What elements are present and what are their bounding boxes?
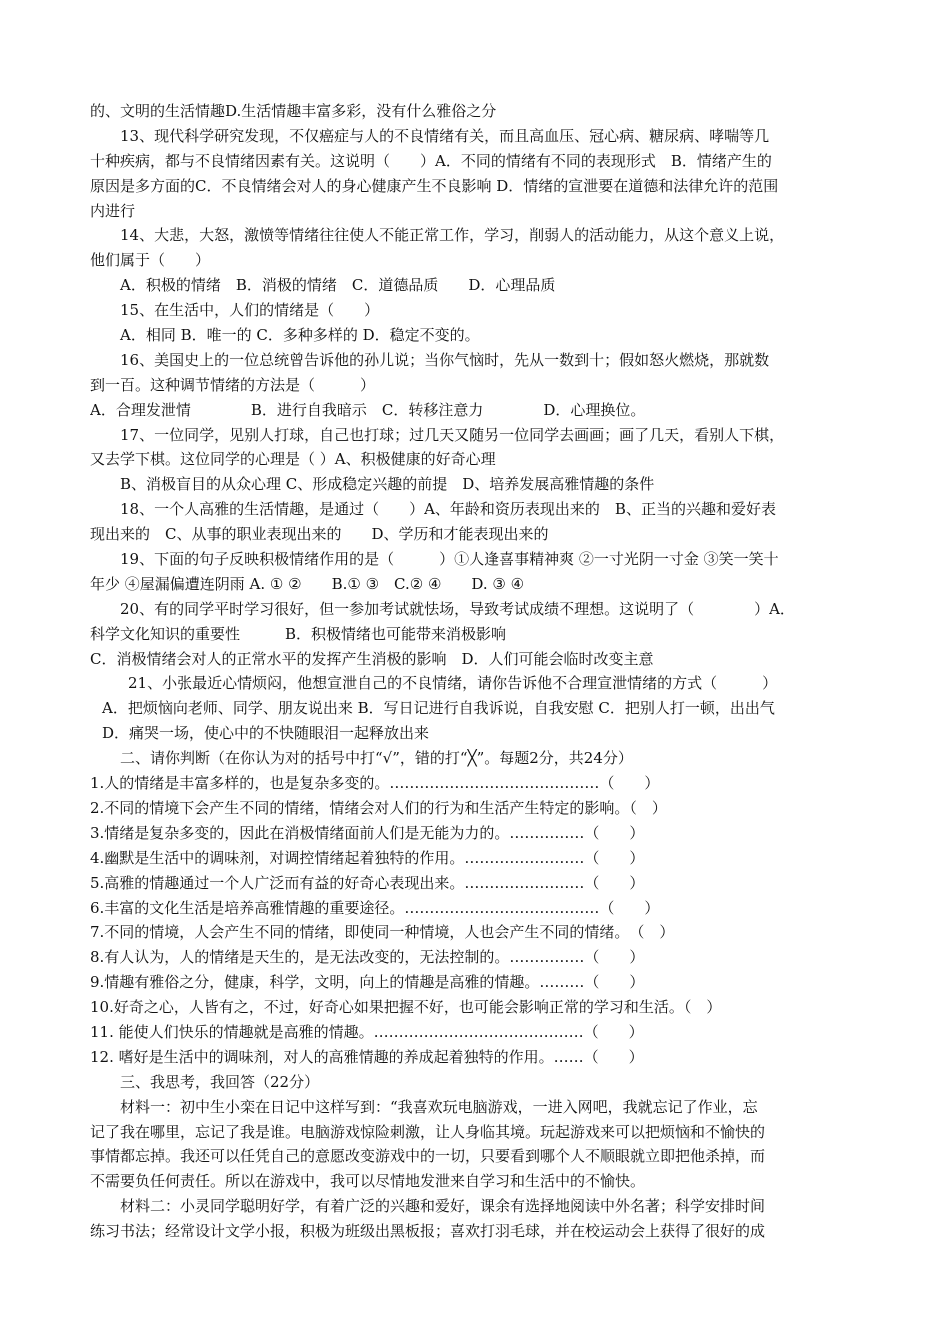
text-line: 7.不同的情境，人会产生不同的情绪，即使同一种情境，人也会产生不同的情绪。 （ ） bbox=[90, 923, 675, 942]
text-line: 原因是多方面的C．不良情绪会对人的身心健康产生不良影响 D．情绪的宣泄要在道德和法律允许的范围 bbox=[90, 176, 779, 195]
text-line: 材料二：小灵同学聪明好学，有着广泛的兴趣和爱好，课余有选择地阅读中外名著；科学安排时间 bbox=[120, 1197, 766, 1216]
text-line: 年少 ④屋漏偏遭连阴雨 A. ① ② B.① ③ C.② ④ D. ③ ④ bbox=[90, 574, 525, 593]
text-line: 事情都忘掉。我还可以任凭自己的意愿改变游戏中的一切，只要看到哪个人不顺眼就立即把他杀掉，而 bbox=[90, 1147, 766, 1166]
text-line: 14、大悲，大怒，激愤等情绪往往使人不能正常工作，学习，削弱人的活动能力，从这个意义上说， bbox=[120, 226, 785, 245]
text-line: 二、请你判断（在你认为对的括号中打“√”，错的打“╳”。每题2分，共24分） bbox=[120, 749, 633, 768]
text-line: 他们属于（ ） bbox=[90, 251, 211, 270]
text-line: 练习书法；经常设计文学小报，积极为班级出黑板报；喜欢打羽毛球，并在校运动会上获得了很好的成 bbox=[90, 1222, 766, 1241]
text-line: 材料一：初中生小栾在日记中这样写到：“我喜欢玩电脑游戏，一进入网吧，我就忘记了作业，忘 bbox=[120, 1097, 758, 1116]
exam-page bbox=[90, 99, 870, 1244]
text-line: 又去学下棋。这位同学的心理是（ ）A、积极健康的好奇心理 bbox=[90, 450, 496, 469]
text-line: A．把烦恼向老师、同学、朋友说出来 B．写日记进行自我诉说，自我安慰 C．把别人打一顿，出出气 bbox=[102, 699, 775, 718]
text-line: 10.好奇之心，人皆有之，不过，好奇心如果把握不好，也可能会影响正常的学习和生活。（ ） bbox=[90, 998, 722, 1017]
text-line: 1.人的情绪是丰富多样的，也是复杂多变的。……………………………………（ ） bbox=[90, 774, 660, 793]
text-line: 的、文明的生活情趣D.生活情趣丰富多彩，没有什么雅俗之分 bbox=[90, 102, 497, 120]
text-line: 8.有人认为，人的情绪是天生的，是无法改变的，无法控制的。……………（ ） bbox=[90, 948, 645, 967]
text-line: 16、美国史上的一位总统曾告诉他的孙儿说；当你气恼时，先从一数到十；假如怒火燃烧，那就数 bbox=[120, 350, 770, 369]
text-line: 到一百。这种调节情绪的方法是（ ） bbox=[90, 375, 376, 394]
text-line: C．消极情绪会对人的正常水平的发挥产生消极的影响 D．人们可能会临时改变主意 bbox=[90, 649, 654, 668]
text-line: A．合理发泄情 B．进行自我暗示 C．转移注意力 D．心理换位。 bbox=[90, 400, 646, 419]
text-line: 3.情绪是复杂多变的，因此在消极情绪面前人们是无能为力的。……………（ ） bbox=[90, 823, 645, 842]
text-line: D．痛哭一场，使心中的不快随眼泪一起释放出来 bbox=[102, 724, 430, 743]
text-line: 科学文化知识的重要性 B．积极情绪也可能带来消极影响 bbox=[90, 624, 507, 643]
text-line: 9.情趣有雅俗之分，健康，科学，文明，向上的情趣是高雅的情趣。………（ ） bbox=[90, 973, 645, 992]
text-line: 19、下面的句子反映积极情绪作用的是（ ）①人逢喜事精神爽 ②一寸光阴一寸金 ③笑一笑十 bbox=[120, 550, 779, 569]
text-line: 12. 嗜好是生活中的调味剂，对人的高雅情趣的养成起着独特的作用。……（ ） bbox=[90, 1047, 644, 1066]
text-line: B、消极盲目的从众心理 C、形成稳定兴趣的前提 D、培养发展高雅情趣的条件 bbox=[120, 475, 655, 494]
text-line: A．相同 B．唯一的 C．多种多样的 D．稳定不变的。 bbox=[120, 326, 480, 345]
text-line: 十种疾病，都与不良情绪因素有关。这说明（ ）A．不同的情绪有不同的表现形式 B．情绪产生的 bbox=[90, 151, 772, 170]
text-line: 5.高雅的情趣通过一个人广泛而有益的好奇心表现出来。……………………（ ） bbox=[90, 873, 645, 892]
text-line: 内进行 bbox=[90, 201, 136, 220]
text-line: 现出来的 C、从事的职业表现出来的 D、学历和才能表现出来的 bbox=[90, 525, 549, 544]
text-line: 2.不同的情境下会产生不同的情绪，情绪会对人们的行为和生活产生特定的影响。（ ） bbox=[90, 798, 667, 817]
text-line: 13、现代科学研究发现，不仅癌症与人的不良情绪有关，而且高血压、冠心病、糖尿病、哮喘等几 bbox=[120, 126, 770, 145]
text-line: 21、小张最近心情烦闷，他想宣泄自己的不良情绪，请你告诉他不合理宣泄情绪的方式（ ） bbox=[128, 674, 778, 693]
text-line: 三、我思考，我回答（22分） bbox=[120, 1072, 320, 1091]
text-line: 18、一个人高雅的生活情趣，是通过（ ）A、年龄和资历表现出来的 B、正当的兴趣和爱好表 bbox=[120, 500, 776, 519]
text-line: A．积极的情绪 B．消极的情绪 C．道德品质 D．心理品质 bbox=[120, 276, 556, 295]
text-line: 4.幽默是生活中的调味剂，对调控情绪起着独特的作用。……………………（ ） bbox=[90, 848, 645, 867]
text-line: 记了我在哪里，忘记了我是谁。电脑游戏惊险刺激，让人身临其境。玩起游戏来可以把烦恼和不愉快的 bbox=[90, 1122, 766, 1141]
text-line: 6.丰富的文化生活是培养高雅情趣的重要途径。…………………………………（ ） bbox=[90, 898, 660, 917]
text-line: 15、在生活中，人们的情绪是（ ） bbox=[120, 301, 380, 320]
text-line: 20、有的同学平时学习很好，但一参加考试就怯场，导致考试成绩不理想。这说明了（ ）A． bbox=[120, 599, 795, 618]
text-line: 11. 能使人们快乐的情趣就是高雅的情趣。……………………………………（ ） bbox=[90, 1022, 644, 1041]
text-line: 不需要负任何责任。所以在游戏中，我可以尽情地发泄来自学习和生活中的不愉快。 bbox=[90, 1172, 646, 1191]
text-line: 17、一位同学，见别人打球，自己也打球；过几天又随另一位同学去画画；画了几天，看别人下棋， bbox=[120, 425, 785, 444]
